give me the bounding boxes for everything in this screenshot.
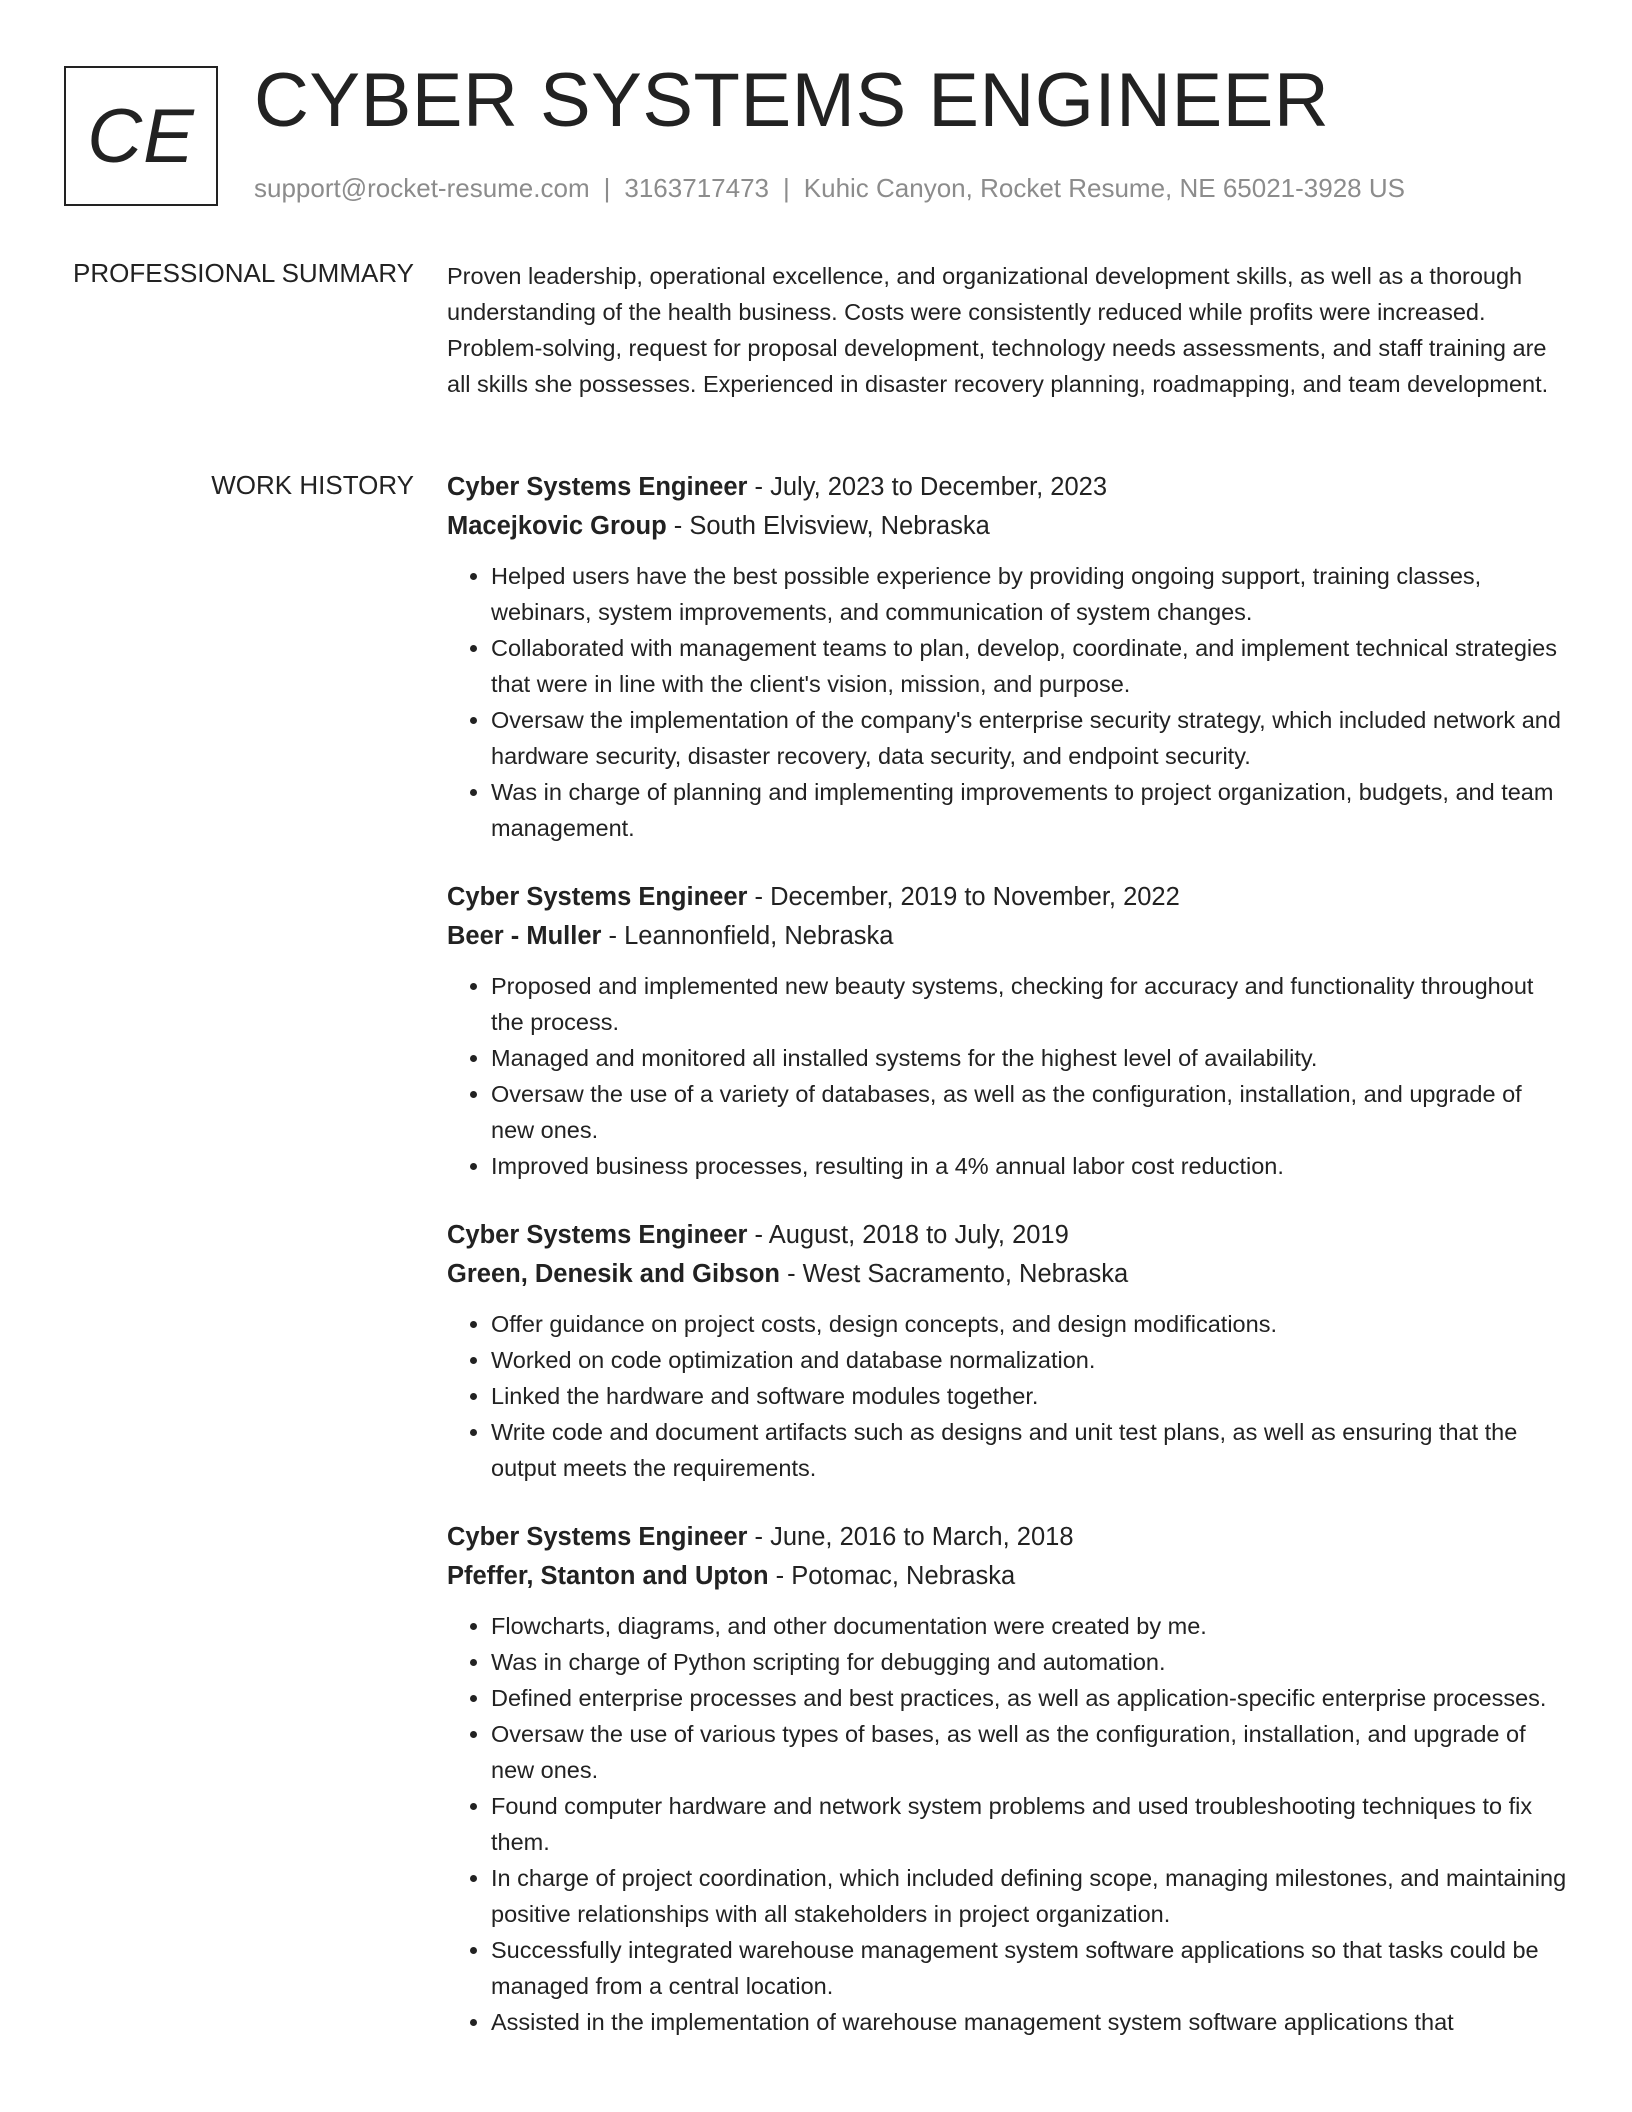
contact-line (254, 173, 1405, 204)
job-bullets (447, 1306, 1567, 1486)
job-bullet: • Oversaw the use of a variety of databases, as well as the configuration, installation, and upgrade of new ones. (491, 1076, 1567, 1148)
job-bullets (447, 558, 1567, 846)
job-entry (447, 1518, 1567, 2040)
job-bullet: • Helped users have the best possible experience by providing ongoing support, training classes, webinars, system improvements, and communication of system changes. (491, 558, 1567, 630)
job-company-line (447, 1557, 1567, 1596)
summary-text: Proven leadership, operational excellence, and organizational development skills, as well as a thorough understanding of the health business. Costs were consistently reduced while profits were increased. Problem-solving, request for proposal development, technology needs assessments, and staff training are all skills she possesses. Experienced in disaster recovery planning, roadmapping, and team development. (447, 263, 1549, 397)
job-bullet: • Oversaw the use of various types of bases, as well as the configuration, installation, and upgrade of new ones. (491, 1716, 1567, 1788)
job-bullet: • Oversaw the implementation of the company's enterprise security strategy, which included network and hardware security, disaster recovery, data security, and endpoint security. (491, 702, 1567, 774)
job-company-line (447, 1255, 1567, 1294)
job-title-line (447, 878, 1567, 917)
job-location: - South Elvisview, Nebraska (666, 512, 990, 540)
job-bullet: • Found computer hardware and network system problems and used troubleshooting techniques to fix them. (491, 1788, 1567, 1860)
job-entry (447, 1216, 1567, 1486)
separator: | (783, 173, 790, 203)
job-title: Cyber Systems Engineer (447, 1523, 748, 1551)
job-bullet: • Successfully integrated warehouse management system software applications so that tasks could be managed from a central location. (491, 1932, 1567, 2004)
job-title-line (447, 1216, 1567, 1255)
job-bullet: • Defined enterprise processes and best practices, as well as application-specific enterprise processes. (491, 1680, 1567, 1716)
job-title: Cyber Systems Engineer (447, 1221, 748, 1249)
job-company: Beer - Muller (447, 922, 602, 950)
phone: 3163717473 (624, 173, 769, 203)
job-title-line (447, 1518, 1567, 1557)
job-company: Macejkovic Group (447, 512, 667, 540)
job-dates: - July, 2023 to December, 2023 (747, 473, 1108, 501)
job-bullet: • Was in charge of Python scripting for debugging and automation. (491, 1644, 1567, 1680)
work-history-label: WORK HISTORY (211, 470, 414, 500)
separator: | (603, 173, 611, 203)
job-bullet: • Was in charge of planning and implementing improvements to project organization, budgets, and team management. (491, 774, 1567, 846)
job-location: - Potomac, Nebraska (768, 1562, 1016, 1590)
job-bullet: • Proposed and implemented new beauty systems, checking for accuracy and functionality throughout the process. (491, 968, 1567, 1040)
job-bullet: • Flowcharts, diagrams, and other documentation were created by me. (491, 1608, 1567, 1644)
job-bullet: • Offer guidance on project costs, design concepts, and design modifications. (491, 1306, 1567, 1342)
job-bullet: • Managed and monitored all installed systems for the highest level of availability. (491, 1040, 1567, 1076)
job-bullet: • Assisted in the implementation of warehouse management system software applications that (491, 2004, 1567, 2040)
summary-section (447, 258, 1567, 402)
job-bullet: • Linked the hardware and software modules together. (491, 1378, 1567, 1414)
job-bullet: • Worked on code optimization and database normalization. (491, 1342, 1567, 1378)
address: Kuhic Canyon, Rocket Resume, NE 65021-3928 US (803, 173, 1405, 203)
job-title: Cyber Systems Engineer (447, 883, 748, 911)
page-title: CYBER SYSTEMS ENGINEER (254, 58, 1330, 143)
work-history-section (447, 468, 1567, 2072)
job-bullets (447, 968, 1567, 1184)
job-dates: - August, 2018 to July, 2019 (747, 1221, 1069, 1249)
job-company-line (447, 917, 1567, 956)
job-location: - Leannonfield, Nebraska (601, 922, 894, 950)
summary-label: PROFESSIONAL SUMMARY (73, 258, 414, 288)
job-dates: - June, 2016 to March, 2018 (747, 1523, 1074, 1551)
job-company: Green, Denesik and Gibson (447, 1260, 781, 1288)
job-title: Cyber Systems Engineer (447, 473, 748, 501)
job-dates: - December, 2019 to November, 2022 (747, 883, 1180, 911)
job-company: Pfeffer, Stanton and Upton (447, 1562, 769, 1590)
job-title-line (447, 468, 1567, 507)
job-bullets (447, 1608, 1567, 2040)
job-bullet: • Write code and document artifacts such as designs and unit test plans, as well as ensuring that the output meets the requirements. (491, 1414, 1567, 1486)
job-location: - West Sacramento, Nebraska (780, 1260, 1129, 1288)
monogram-box (64, 66, 218, 206)
job-bullet: • Collaborated with management teams to plan, develop, coordinate, and implement technical strategies that were in line with the client's vision, mission, and purpose. (491, 630, 1567, 702)
job-bullet: • Improved business processes, resulting in a 4% annual labor cost reduction. (491, 1148, 1567, 1184)
initials: CE (87, 93, 195, 179)
job-entry (447, 878, 1567, 1184)
email: support@rocket-resume.com (254, 173, 590, 203)
job-entry (447, 468, 1567, 846)
job-bullet: • In charge of project coordination, which included defining scope, managing milestones, and maintaining positive relationships with all stakeholders in project organization. (491, 1860, 1567, 1932)
job-company-line (447, 507, 1567, 546)
